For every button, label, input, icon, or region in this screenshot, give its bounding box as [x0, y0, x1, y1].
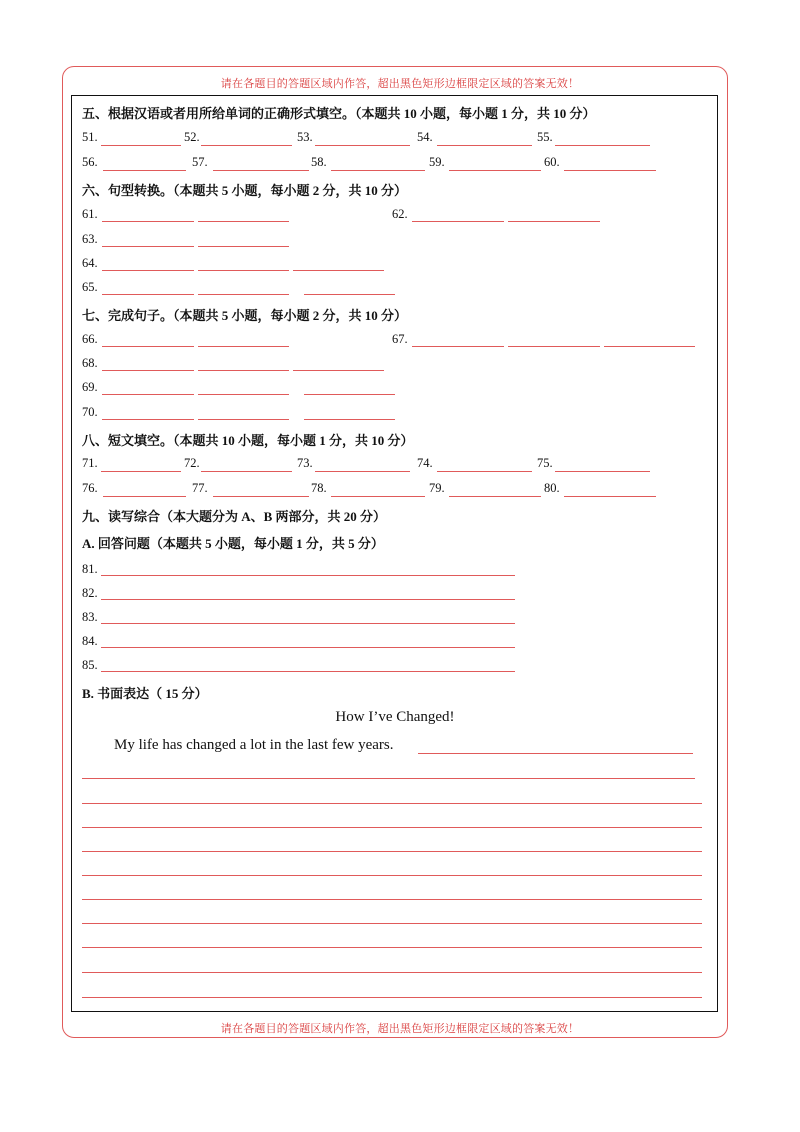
q64-answer-line-1[interactable] [102, 270, 194, 271]
q52-answer-line[interactable] [201, 145, 292, 146]
q71-number: 71. [82, 456, 98, 470]
essay-line[interactable] [82, 972, 702, 973]
essay-line[interactable] [82, 827, 702, 828]
q68-answer-line-3[interactable] [293, 370, 384, 371]
q51-number: 51. [82, 130, 98, 144]
q65-number: 65. [82, 280, 98, 294]
q83-number: 83. [82, 610, 98, 624]
q62-answer-line-1[interactable] [412, 221, 504, 222]
essay-line[interactable] [82, 875, 702, 876]
q68-number: 68. [82, 356, 98, 370]
q68-answer-line-2[interactable] [198, 370, 289, 371]
warning-bottom: 请在各题目的答题区域内作答，超出黑色矩形边框限定区域的答案无效！ [220, 1023, 580, 1035]
q75-answer-line[interactable] [555, 471, 650, 472]
q80-answer-line[interactable] [564, 496, 656, 497]
essay-title: How I’ve Changed! [335, 709, 455, 725]
q69-answer-line-1[interactable] [102, 394, 194, 395]
q59-number: 59. [429, 155, 445, 169]
q53-number: 53. [297, 130, 313, 144]
q79-number: 79. [429, 481, 445, 495]
section-8-title: 八、短文填空。（本题共 10 小题，每小题 1 分，共 10 分） [82, 433, 414, 448]
q83-answer-line[interactable] [101, 623, 515, 624]
q78-number: 78. [311, 481, 327, 495]
q72-number: 72. [184, 456, 200, 470]
q56-answer-line[interactable] [103, 170, 186, 171]
q76-answer-line[interactable] [103, 496, 186, 497]
q71-answer-line[interactable] [101, 471, 181, 472]
q84-number: 84. [82, 634, 98, 648]
q76-number: 76. [82, 481, 98, 495]
q63-number: 63. [82, 232, 98, 246]
q67-answer-line-1[interactable] [412, 346, 504, 347]
q54-answer-line[interactable] [437, 145, 532, 146]
section-6-title: 六、句型转换。（本题共 5 小题，每小题 2 分，共 10 分） [82, 183, 408, 198]
q66-number: 66. [82, 332, 98, 346]
q69-answer-line-2[interactable] [198, 394, 289, 395]
q61-number: 61. [82, 207, 98, 221]
q78-answer-line[interactable] [331, 496, 425, 497]
q70-number: 70. [82, 405, 98, 419]
q60-number: 60. [544, 155, 560, 169]
q77-number: 77. [192, 481, 208, 495]
q62-number: 62. [392, 207, 408, 221]
essay-line[interactable] [82, 803, 702, 804]
section-9-title: 九、读写综合（本大题分为 A、B 两部分，共 20 分） [82, 509, 387, 524]
q64-number: 64. [82, 256, 98, 270]
q68-answer-line-1[interactable] [102, 370, 194, 371]
essay-line[interactable] [82, 899, 702, 900]
q81-answer-line[interactable] [101, 575, 515, 576]
section-9b-title: B. 书面表达（ 15 分） [82, 686, 208, 701]
q53-answer-line[interactable] [315, 145, 410, 146]
q64-answer-line-2[interactable] [198, 270, 289, 271]
q70-answer-line-3[interactable] [304, 419, 395, 420]
q75-number: 75. [537, 456, 553, 470]
q85-number: 85. [82, 658, 98, 672]
q58-answer-line[interactable] [331, 170, 425, 171]
q67-answer-line-3[interactable] [604, 346, 695, 347]
q67-answer-line-2[interactable] [508, 346, 600, 347]
essay-line[interactable] [82, 923, 702, 924]
warning-top: 请在各题目的答题区域内作答，超出黑色矩形边框限定区域的答案无效！ [220, 78, 580, 90]
q66-answer-line-1[interactable] [102, 346, 194, 347]
q65-answer-line-3[interactable] [304, 294, 395, 295]
q64-answer-line-3[interactable] [293, 270, 384, 271]
q73-number: 73. [297, 456, 313, 470]
q65-answer-line-1[interactable] [102, 294, 194, 295]
q65-answer-line-2[interactable] [198, 294, 289, 295]
q79-answer-line[interactable] [449, 496, 541, 497]
q56-number: 56. [82, 155, 98, 169]
q63-answer-line-1[interactable] [102, 246, 194, 247]
q70-answer-line-1[interactable] [102, 419, 194, 420]
q61-answer-line-1[interactable] [102, 221, 194, 222]
q82-answer-line[interactable] [101, 599, 515, 600]
q69-number: 69. [82, 380, 98, 394]
essay-line[interactable] [82, 851, 702, 852]
essay-line[interactable] [82, 778, 695, 779]
q70-answer-line-2[interactable] [198, 419, 289, 420]
q67-number: 67. [392, 332, 408, 346]
q54-number: 54. [417, 130, 433, 144]
q57-number: 57. [192, 155, 208, 169]
q62-answer-line-2[interactable] [508, 221, 600, 222]
q52-number: 52. [184, 130, 200, 144]
q66-answer-line-2[interactable] [198, 346, 289, 347]
q72-answer-line[interactable] [201, 471, 292, 472]
q77-answer-line[interactable] [213, 496, 309, 497]
q55-number: 55. [537, 130, 553, 144]
q51-answer-line[interactable] [101, 145, 181, 146]
q59-answer-line[interactable] [449, 170, 541, 171]
q80-number: 80. [544, 481, 560, 495]
essay-line-first[interactable] [418, 753, 693, 754]
q60-answer-line[interactable] [564, 170, 656, 171]
q57-answer-line[interactable] [213, 170, 309, 171]
section-7-title: 七、完成句子。（本题共 5 小题，每小题 2 分，共 10 分） [82, 308, 408, 323]
essay-line[interactable] [82, 997, 702, 998]
essay-line[interactable] [82, 947, 702, 948]
q82-number: 82. [82, 586, 98, 600]
q84-answer-line[interactable] [101, 647, 515, 648]
q61-answer-line-2[interactable] [198, 221, 289, 222]
q74-number: 74. [417, 456, 433, 470]
section-9a-title: A. 回答问题（本题共 5 小题，每小题 1 分，共 5 分） [82, 536, 384, 551]
q81-number: 81. [82, 562, 98, 576]
q73-answer-line[interactable] [315, 471, 410, 472]
q69-answer-line-3[interactable] [304, 394, 395, 395]
q55-answer-line[interactable] [555, 145, 650, 146]
q63-answer-line-2[interactable] [198, 246, 289, 247]
q74-answer-line[interactable] [437, 471, 532, 472]
q85-answer-line[interactable] [101, 671, 515, 672]
section-5-title: 五、根据汉语或者用所给单词的正确形式填空。（本题共 10 小题，每小题 1 分，共 10 分） [82, 106, 596, 121]
essay-opening-sentence: My life has changed a lot in the last few years. [114, 737, 394, 753]
q58-number: 58. [311, 155, 327, 169]
